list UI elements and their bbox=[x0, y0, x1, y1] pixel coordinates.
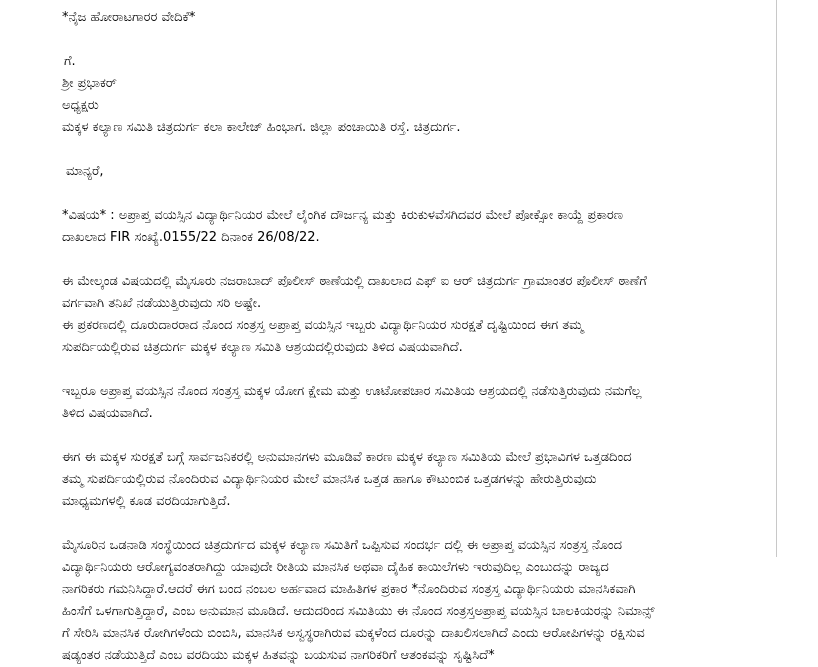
paragraph-line: ತಿಳಿದ ವಿಷಯವಾಗಿದೆ. bbox=[62, 406, 153, 421]
subject-block bbox=[62, 205, 766, 249]
paragraph-line: ಷಡ್ಯಂತರ ನಡೆಯುತ್ತಿದೆ ಎಂಬ ವರದಿಯು ಮಕ್ಕಳ ಹಿತವನ್ನು ಬಯಸುವ ನಾಗರಿಕರಿಗೆ ಆತಂಕವನ್ನು ಸೃಷ್ಟಿಸಿದೆ* bbox=[62, 648, 495, 663]
paragraph-2 bbox=[62, 381, 766, 425]
paragraph-line: ವಿದ್ಯಾರ್ಥಿನಿಯರು ಆರೋಗ್ಯವಂತರಾಗಿದ್ದು ಯಾವುದೇ ರೀತಿಯ ಮಾನಸಿಕ ಅಥವಾ ದೈಹಿಕ ಕಾಯಿಲೆಗಳು ಇರುವುದಿಲ್ಲ ಎಂಬುದನ್ನು ರಾಜ್ಯದ bbox=[62, 560, 609, 575]
paragraph-line: ಸುಪರ್ದಿಯಲ್ಲಿರುವ ಚಿತ್ರದುರ್ಗ ಮಕ್ಕಳ ಕಲ್ಯಾಣ ಸಮಿತಿ ಆಶ್ರಯದಲ್ಲಿರುವುದು ತಿಳಿದ ವಿಷಯವಾಗಿದೆ. bbox=[62, 340, 463, 355]
paragraph-line: ಮಾಧ್ಯಮಗಳಲ್ಲಿ ಕೂಡ ವರದಿಯಾಗುತ್ತಿದೆ. bbox=[62, 494, 231, 509]
paragraph-line: ಹಿಂಸೆಗೆ ಒಳಗಾಗುತ್ತಿದ್ದಾರೆ, ಎಂಬ ಅನುಮಾನ ಮೂಡಿದೆ. ಆದುದರಿಂದ ಸಮಿತಿಯು ಈ ನೊಂದ ಸಂತ್ರಸ್ತಅಪ್ರಾಪ್ತ ವಯಸ್ಸಿನ ಬಾಲಕಿಯರನ್ನು ನಿಮಾನ್ಸ್ bbox=[62, 604, 655, 619]
paragraph-line: ಈಗ ಈ ಮಕ್ಕಳ ಸುರಕ್ಷತೆ ಬಗ್ಗೆ ಸಾರ್ವಜನಿಕರಲ್ಲಿ ಅನುಮಾನಗಳು ಮೂಡಿವೆ ಕಾರಣ ಮಕ್ಕಳ ಕಲ್ಯಾಣ ಸಮಿತಿಯ ಮೇಲೆ ಪ್ರಭಾವಿಗಳ ಒತ್ತಡದಿಂದ bbox=[62, 450, 632, 465]
paragraph-1 bbox=[62, 271, 766, 359]
page-edge bbox=[776, 0, 777, 557]
paragraph-line: ಗೆ ಸೇರಿಸಿ ಮಾನಸಿಕ ರೋಗಿಗಳೆಂದು ಬಿಂಬಿಸಿ, ಮಾನಸಿಕ ಅಸ್ವಸ್ಥರಾಗಿರುವ ಮಕ್ಕಳೆಂದ ದೂರನ್ನು ದಾಖಲಿಸಲಾಗಿದೆ ಎಂದು ಆರೋಪಿಗಳನ್ನು ರಕ್ಷಿಸುವ bbox=[62, 626, 645, 641]
paragraph-4 bbox=[62, 535, 766, 667]
letter-to: ಗೆ. bbox=[64, 54, 76, 69]
salutation: ಮಾನ್ಯರೆ, bbox=[66, 164, 104, 179]
paragraph-line: ವರ್ಗವಾಗಿ ತನಿಖೆ ನಡೆಯುತ್ತಿರುವುದು ಸರಿ ಅಷ್ಟೇ. bbox=[62, 296, 262, 311]
letter-header: *ನೈಜ ಹೋರಾಟಗಾರರ ವೇದಿಕೆ* bbox=[62, 10, 196, 25]
paragraph-line: ಈ ಮೇಲ್ಕಂಡ ವಿಷಯದಲ್ಲಿ ಮೈಸೂರು ನಜರಾಬಾದ್ ಪೊಲೀಸ್ ಠಾಣೆಯಲ್ಲಿ ದಾಖಲಾದ ಎಫ್ ಐ ಆರ್ ಚಿತ್ರದುರ್ಗ ಗ್ರಾಮಾಂತರ ಪೊಲೀಸ್ ಠಾಣೆಗೆ bbox=[62, 274, 647, 289]
recipient-title: ಅಧ್ಯಕ್ಷರು bbox=[62, 98, 99, 113]
paragraph-3 bbox=[62, 447, 766, 513]
paragraph-line: ನಾಗರಿಕರು ಗಮನಿಸಿದ್ದಾರೆ.ಆದರೆ ಈಗ ಬಂದ ನಂಬಲ ಅರ್ಹವಾದ ಮಾಹಿತಿಗಳ ಪ್ರಕಾರ *ನೊಂದಿರುವ ಸಂತ್ರಸ್ತ ವಿದ್ಯಾರ್ಥಿನಿಯರು ಮಾನಸಿಕವಾಗಿ bbox=[62, 582, 636, 597]
paragraph-line: ಈ ಪ್ರಕರಣದಲ್ಲಿ ದೂರುದಾರರಾದ ನೊಂದ ಸಂತ್ರಸ್ತ ಅಪ್ರಾಪ್ತ ವಯಸ್ಸಿನ ಇಬ್ಬರು ವಿದ್ಯಾರ್ಥಿನಿಯರ ಸುರಕ್ಷತೆ ದೃಷ್ಟಿಯಿಂದ ಈಗ ತಮ್ಮ bbox=[62, 318, 584, 333]
paragraph-line: ಇಬ್ಬರೂ ಅಪ್ರಾಪ್ತ ವಯಸ್ಸಿನ ನೊಂದ ಸಂತ್ರಸ್ತ ಮಕ್ಕಳ ಯೋಗ ಕ್ಷೇಮ ಮತ್ತು ಊಟೋಪಚಾರ ಸಮಿತಿಯ ಆಶ್ರಯದಲ್ಲಿ ನಡೆಸುತ್ತಿರುವುದು ನಮಗೆಲ್ಲ bbox=[62, 384, 642, 399]
recipient-address: ಮಕ್ಕಳ ಕಲ್ಯಾಣ ಸಮಿತಿ ಚಿತ್ರದುರ್ಗ ಕಲಾ ಕಾಲೇಜ್ ಹಿಂಭಾಗ. ಜಿಲ್ಲಾ ಪಂಚಾಯಿತಿ ರಸ್ತೆ. ಚಿತ್ರದುರ್ಗ. bbox=[62, 120, 461, 135]
subject-line: *ವಿಷಯ* : ಅಪ್ರಾಪ್ತ ವಯಸ್ಸಿನ ವಿದ್ಯಾರ್ಥಿನಿಯರ ಮೇಲೆ ಲೈಂಗಿಕ ದೌರ್ಜನ್ಯ ಮತ್ತು ಕಿರುಕುಳವೆಸಗಿದವರ ಮೇಲೆ ಪೋಕ್ಸೋ ಕಾಯ್ದೆ ಪ್ರಕಾರಣ bbox=[62, 208, 623, 223]
recipient-name: ಶ್ರೀ ಪ್ರಭಾಕರ್ bbox=[62, 76, 117, 91]
paragraph-line: ಮೈಸೂರಿನ ಒಡನಾಡಿ ಸಂಸ್ಥೆಯಿಂದ ಚಿತ್ರದುರ್ಗದ ಮಕ್ಕಳ ಕಲ್ಯಾಣ ಸಮಿತಿಗೆ ಒಪ್ಪಿಸುವ ಸಂದರ್ಭ ದಲ್ಲಿ ಈ ಅಪ್ರಾಪ್ತ ವಯಸ್ಸಿನ ಸಂತ್ರಸ್ತ ನೊಂದ bbox=[62, 538, 623, 553]
subject-line: ದಾಖಲಾದ FIR ಸಂಖ್ಯೆ.0155/22 ದಿನಾಂಕ 26/08/22. bbox=[62, 230, 320, 245]
paragraph-line: ತಮ್ಮ ಸುಪರ್ದಿಯಲ್ಲಿರುವ ನೊಂದಿರುವ ವಿದ್ಯಾರ್ಥಿನಿಯರ ಮೇಲೆ ಮಾನಸಿಕ ಒತ್ತಡ ಹಾಗೂ ಕೌಟುಂಬಿಕ ಒತ್ತಡಗಳನ್ನು ಹೇರುತ್ತಿರುವುದು bbox=[62, 472, 597, 487]
